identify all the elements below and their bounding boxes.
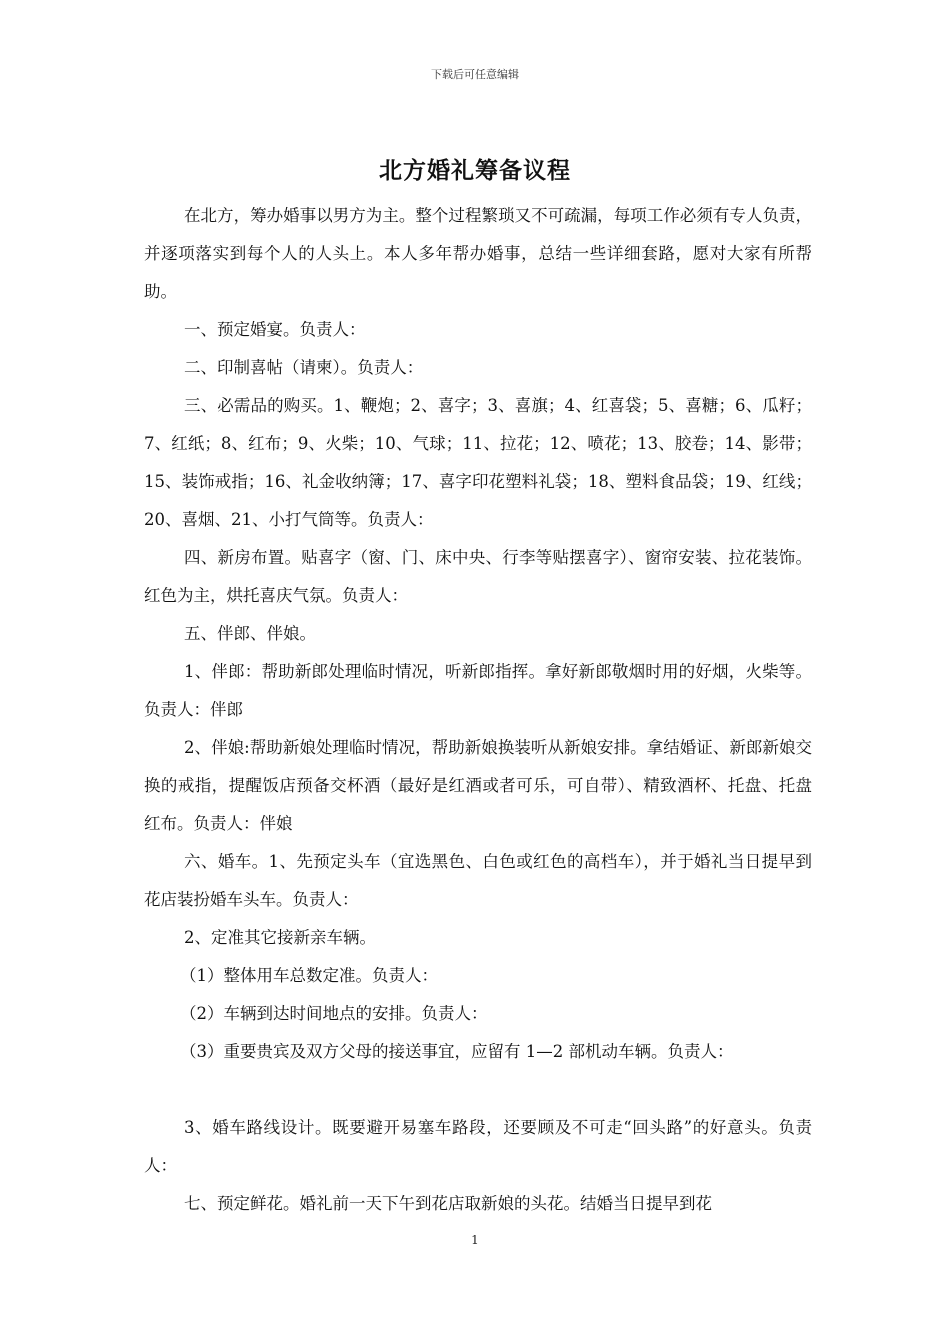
section-3-supplies: 三、必需品的购买。1、鞭炮；2、喜字；3、喜旗；4、红喜袋；5、喜糖；6、瓜籽；7、红纸；8、红布；9、火柴；10、气球；11、拉花；12、喷花；13、胶卷；14、影带；15、装饰戒指；16、礼金收纳簿；17、喜字印花塑料礼袋；18、塑料食品袋；19、红线；20、喜烟、21、小打气筒等。负责人： [144, 396, 812, 529]
section-6-other-cars: 2、定准其它接新亲车辆。 [184, 928, 376, 947]
section-1-banquet: 一、预定婚宴。负责人： [184, 320, 366, 339]
section-7-flowers: 七、预定鲜花。婚礼前一天下午到花店取新娘的头花。结婚当日提早到花 [184, 1194, 712, 1213]
document-title: 北方婚礼筹备议程 [379, 157, 571, 184]
document-body [144, 197, 812, 1223]
section-6-wedding-car: 六、婚车。1、先预定头车（宜选黑色、白色或红色的高档车），并于婚礼当日提早到花店装扮婚车头车。负责人： [144, 852, 812, 909]
section-6-item-3: （3）重要贵宾及双方父母的接送事宜，应留有 1—2 部机动车辆。负责人： [180, 1042, 734, 1061]
page-number: 1 [471, 1233, 479, 1247]
section-6-route: 3、婚车路线设计。既要避开易塞车路段，还要顾及不可走“回头路”的好意头。负责人： [144, 1118, 812, 1175]
section-4-bridal-room: 四、新房布置。贴喜字（窗、门、床中央、行李等贴摆喜字）、窗帘安装、拉花装饰。红色为主，烘托喜庆气氛。负责人： [144, 548, 812, 605]
section-5-bridesmaid: 2、伴娘:帮助新娘处理临时情况，帮助新娘换装听从新娘安排。拿结婚证、新郎新娘交换的戒指，提醒饭店预备交杯酒（最好是红酒或者可乐，可自带）、精致酒杯、托盘、托盘红布。负责人：伴娘 [144, 738, 812, 833]
section-5-attendants: 五、伴郎、伴娘。 [184, 624, 316, 643]
page-header: 下载后可任意编辑 [431, 68, 519, 81]
section-5-best-man: 1、伴郎：帮助新郎处理临时情况，听新郎指挥。拿好新郎敬烟时用的好烟，火柴等。负责人：伴郎 [144, 662, 812, 719]
section-2-invitations: 二、印制喜帖（请柬）。负责人： [184, 358, 424, 377]
section-6-item-1: （1）整体用车总数定准。负责人： [180, 966, 438, 985]
intro-paragraph: 在北方，筹办婚事以男方为主。整个过程繁琐又不可疏漏，每项工作必须有专人负责，并逐项落实到每个人的人头上。本人多年帮办婚事，总结一些详细套路，愿对大家有所帮助。 [144, 206, 812, 301]
section-6-item-2: （2）车辆到达时间地点的安排。负责人： [180, 1004, 488, 1023]
paragraph-gap [144, 1071, 812, 1109]
